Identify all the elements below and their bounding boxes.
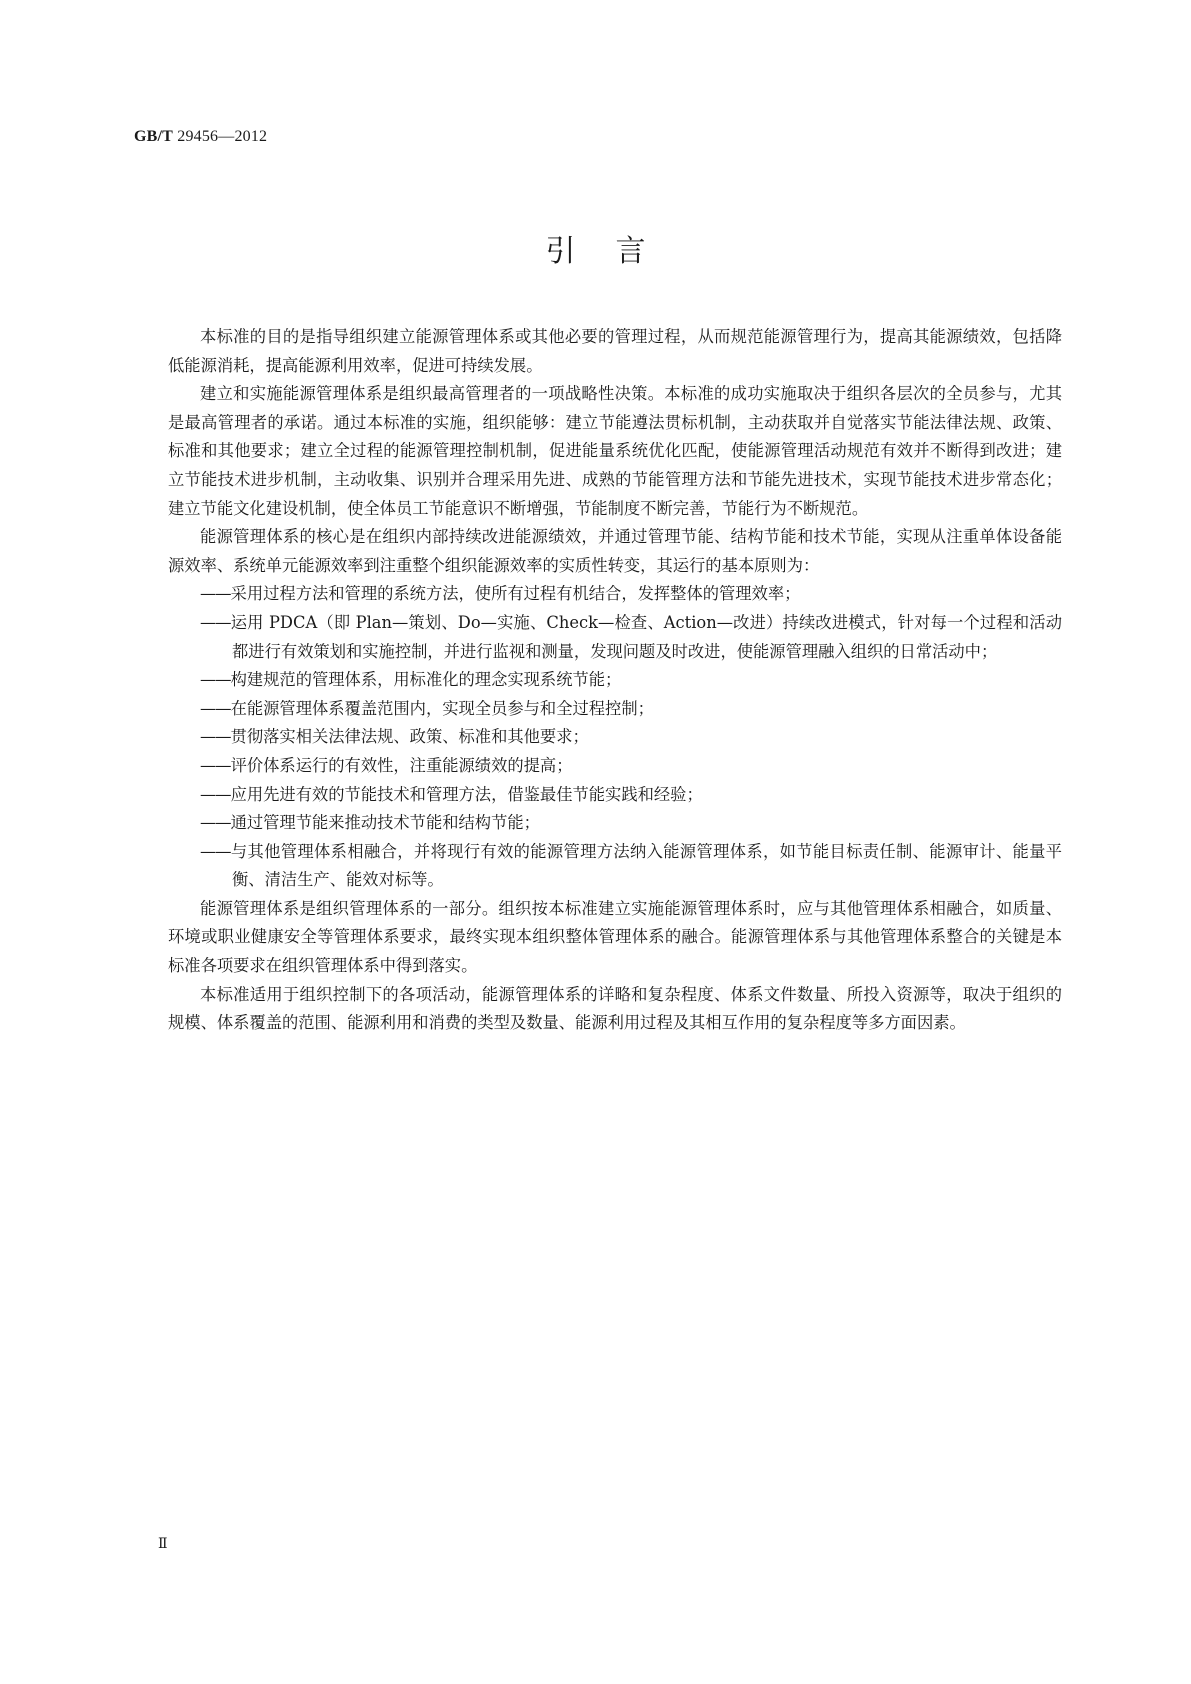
list-item-text: 运用 PDCA（即 Plan—策划、Do—实施、Check—检查、Action—改进）持续改进模式，针对每一个过程和活动都进行有效策划和实施控制，并进行监视和测量，发现问题及时改进，使能源管理融入组织的日常活动中； [230, 612, 1062, 661]
list-item-text: 通过管理节能来推动技术节能和结构节能； [230, 813, 540, 833]
list-item-text: 评价体系运行的有效性，注重能源绩效的提高； [230, 755, 573, 775]
list-item [200, 723, 1062, 752]
paragraph-integration: 能源管理体系是组织管理体系的一部分。组织按本标准建立实施能源管理体系时，应与其他管理体系相融合，如质量、环境或职业健康安全等管理体系要求，最终实现本组织整体管理体系的融合。能源管理体系与其他管理体系整合的关键是本标准各项要求在组织管理体系中得到落实。 [168, 898, 1062, 976]
list-item-text: 应用先进有效的节能技术和管理方法，借鉴最佳节能实践和经验； [230, 784, 703, 804]
list-item [200, 752, 1062, 781]
list-item [200, 609, 1062, 666]
list-item [200, 666, 1062, 695]
standard-number: 29456—2012 [177, 128, 268, 145]
list-item-text: 构建规范的管理体系，用标准化的理念实现系统节能； [230, 670, 622, 690]
list-item-text: 采用过程方法和管理的系统方法，使所有过程有机结合，发挥整体的管理效率； [230, 584, 801, 604]
dash-marker: —— [200, 755, 231, 775]
list-item-text: 与其他管理体系相融合，并将现行有效的能源管理方法纳入能源管理体系，如节能目标责任制、能源审计、能量平衡、清洁生产、能效对标等。 [230, 841, 1062, 890]
list-item-text: 贯彻落实相关法律法规、政策、标准和其他要求； [230, 727, 589, 747]
dash-marker: —— [200, 698, 231, 718]
dash-marker: —— [200, 784, 231, 804]
dash-marker: —— [200, 841, 231, 861]
list-item [200, 781, 1062, 810]
standard-code [134, 128, 267, 146]
dash-marker: —— [200, 584, 231, 604]
paragraph-purpose: 本标准的目的是指导组织建立能源管理体系或其他必要的管理过程，从而规范能源管理行为，提高其能源绩效，包括降低能源消耗，提高能源利用效率，促进可持续发展。 [168, 327, 1062, 375]
page-number: Ⅱ [158, 1537, 168, 1552]
standard-prefix: GB/T [134, 128, 174, 145]
list-item [200, 838, 1062, 895]
page-title: 引言 [545, 234, 686, 269]
dash-marker: —— [200, 813, 231, 833]
paragraph-implementation: 建立和实施能源管理体系是组织最高管理者的一项战略性决策。本标准的成功实施取决于组织各层次的全员参与，尤其是最高管理者的承诺。通过本标准的实施，组织能够：建立节能遵法贯标机制，主动获取并自觉落实节能法律法规、政策、标准和其他要求；建立全过程的能源管理控制机制，促进能量系统优化匹配，使能源管理活动规范有效并不断得到改进；建立节能技术进步机制，主动收集、识别并合理采用先进、成熟的节能管理方法和节能先进技术，实现节能技术进步常态化；建立节能文化建设机制，使全体员工节能意识不断增强，节能制度不断完善，节能行为不断规范。 [168, 384, 1062, 518]
dash-marker: —— [200, 670, 231, 690]
dash-marker: —— [200, 612, 231, 632]
document-body [168, 323, 1062, 1038]
list-item [200, 580, 1062, 609]
list-item [200, 695, 1062, 724]
list-item [200, 809, 1062, 838]
list-item-text: 在能源管理体系覆盖范围内，实现全员参与和全过程控制； [230, 698, 654, 718]
dash-marker: —— [200, 727, 231, 747]
paragraph-core-principles: 能源管理体系的核心是在组织内部持续改进能源绩效，并通过管理节能、结构节能和技术节能，实现从注重单体设备能源效率、系统单元能源效率到注重整个组织能源效率的实质性转变，其运行的基本原则为： [168, 527, 1062, 575]
paragraph-scope: 本标准适用于组织控制下的各项活动，能源管理体系的详略和复杂程度、体系文件数量、所投入资源等，取决于组织的规模、体系覆盖的范围、能源利用和消费的类型及数量、能源利用过程及其相互作用的复杂程度等多方面因素。 [168, 984, 1062, 1033]
